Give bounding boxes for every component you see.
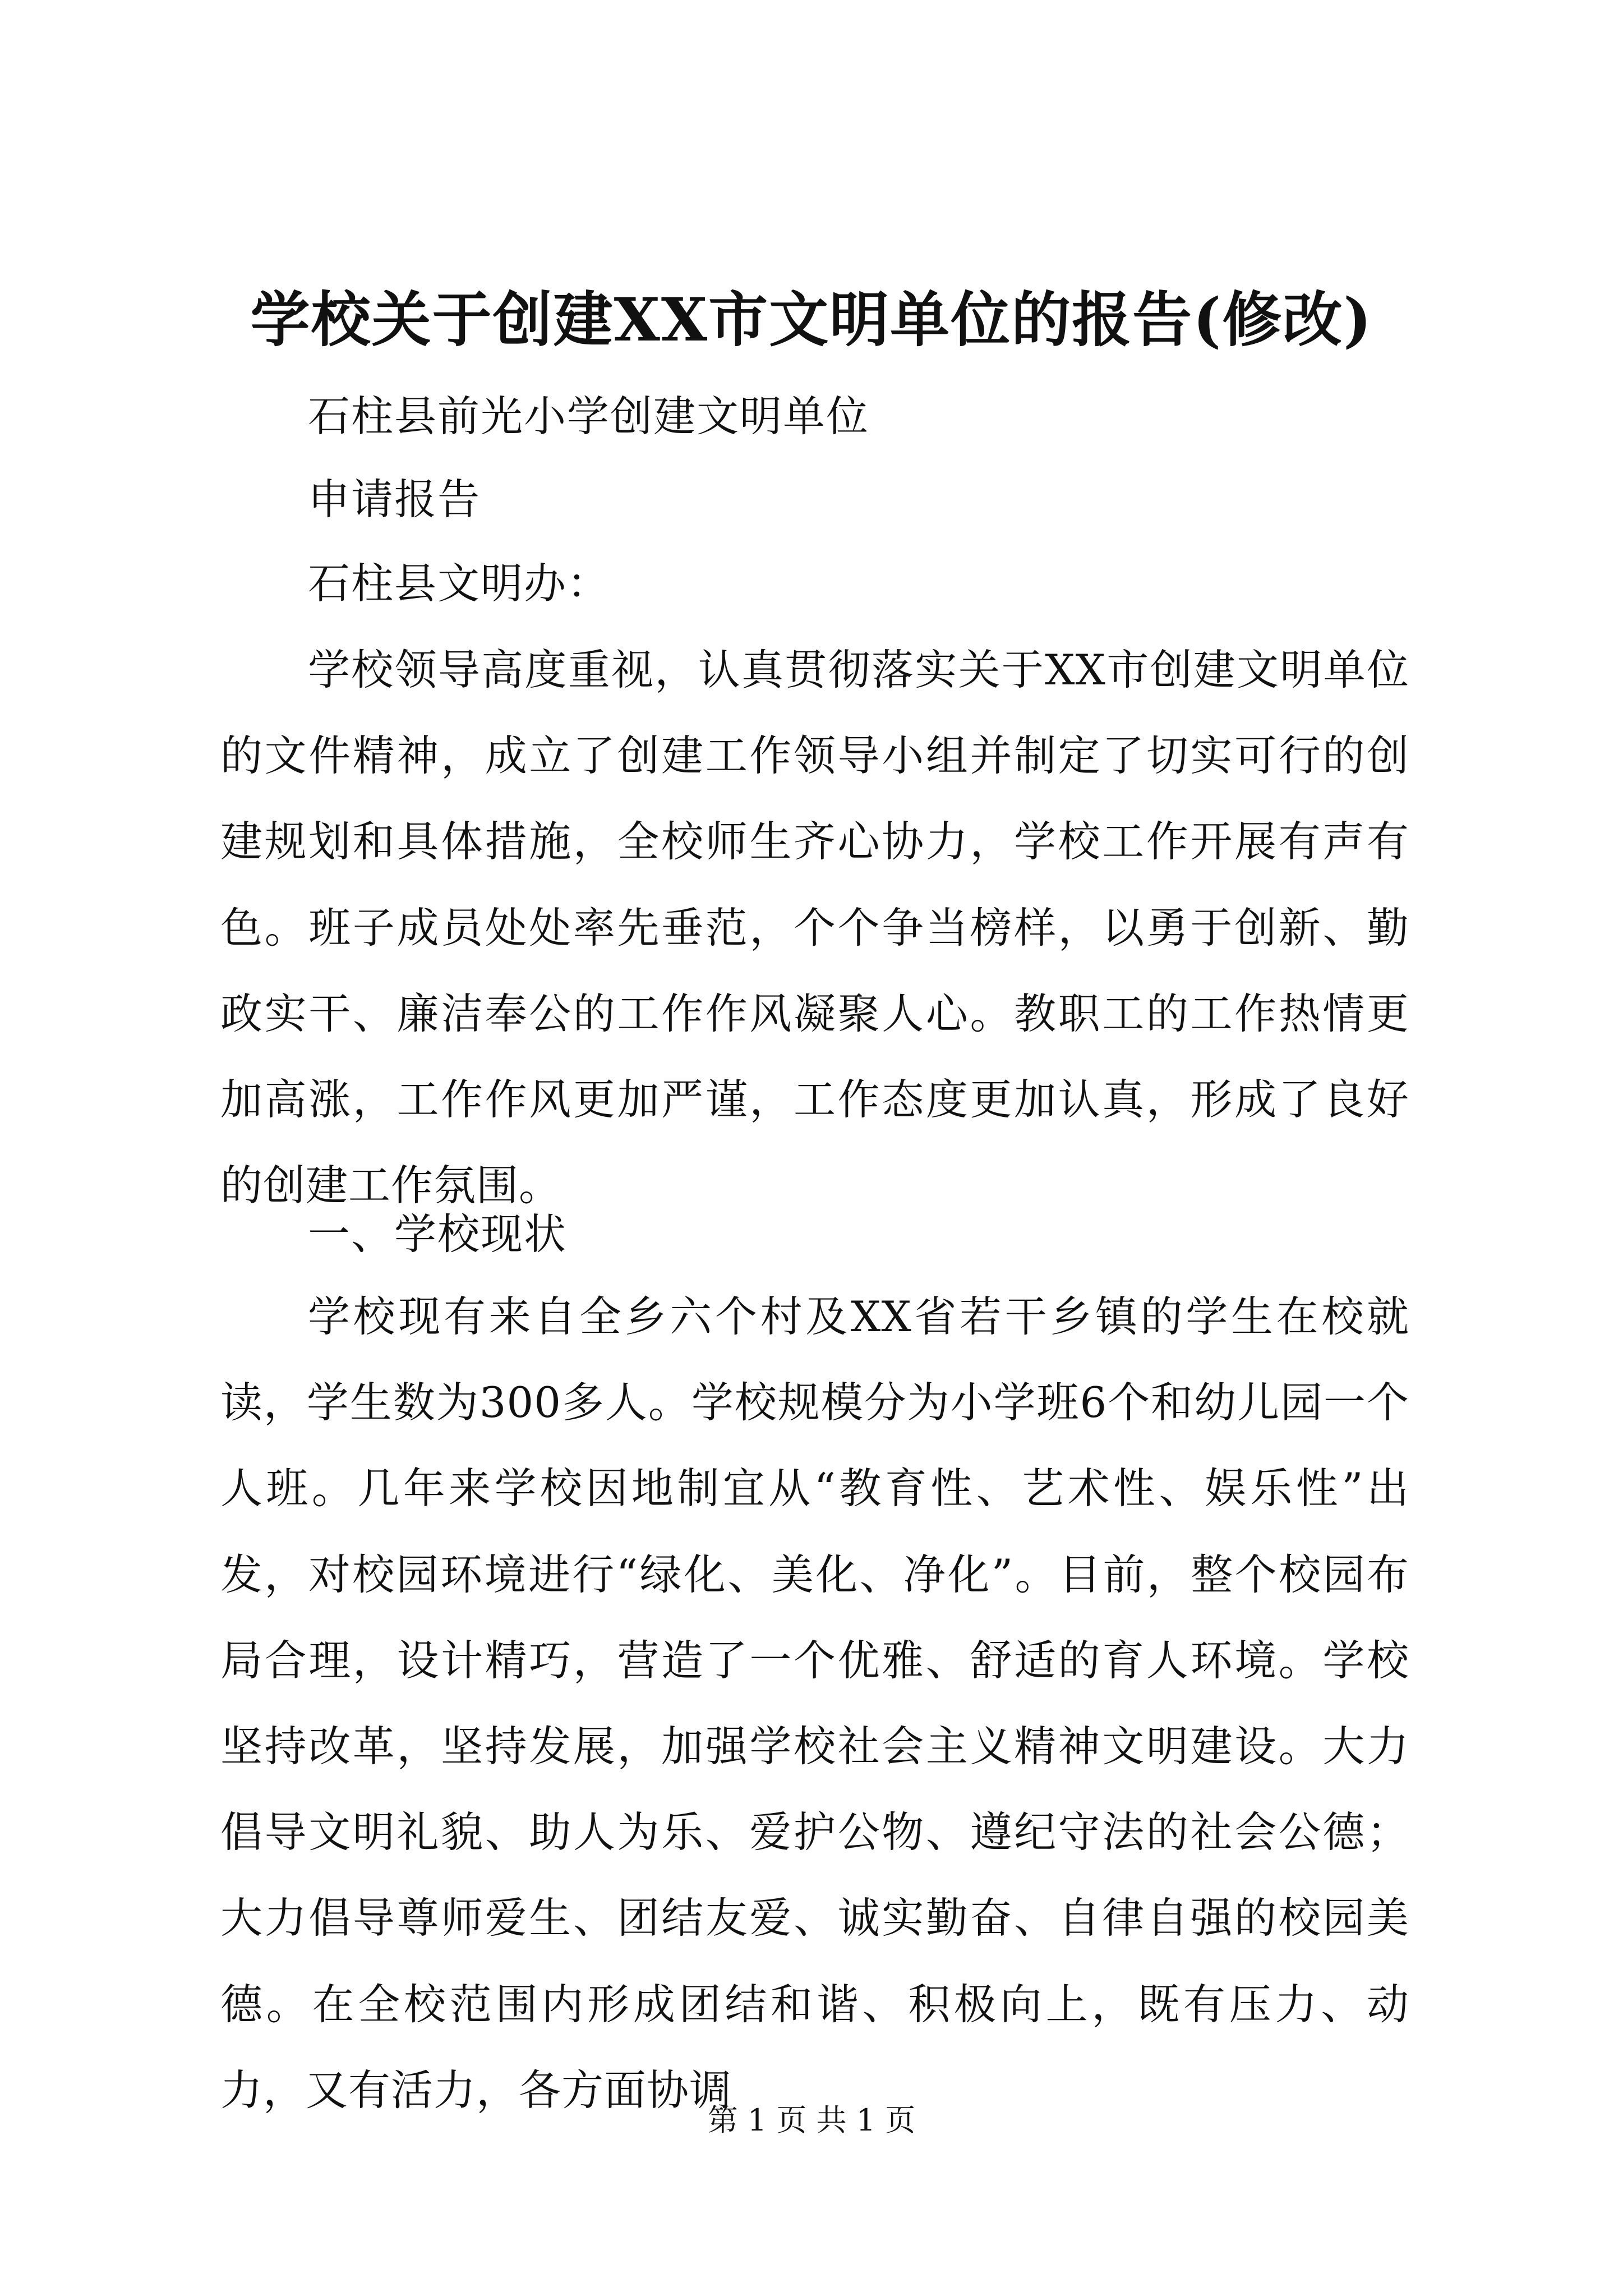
paragraph-2: 学校现有来自全乡六个村及XX省若干乡镇的学生在校就读，学生数为300多人。学校规模分为小学班6个和幼儿园一个人班。几年来学校因地制宜从“教育性、艺术性、娱乐性”出发，对校园环境进行“绿化、美化、净化”。目前，整个校园布局合理，设计精巧，营造了一个优雅、舒适的育人环境。学校坚持改革，坚持发展，加强学校社会主义精神文明建设。大力倡导文明礼貌、助人为乐、爱护公物、遵纪守法的社会公德；大力倡导尊师爱生、团结友爱、诚实勤奋、自律自强的校园美德。在全校范围内形成团结和谐、积极向上，既有压力、动力，又有活力，各方面协调 — [220, 1292, 1409, 2115]
page-footer: 第 1 页 共 1 页 — [707, 2102, 916, 2138]
subtitle-line-2: 申请报告 — [308, 475, 481, 524]
section-heading-1: 一、学校现状 — [308, 1209, 568, 1259]
document-title: 学校关于创建XX市文明单位的报告(修改) — [250, 284, 1373, 355]
salutation: 石柱县文明办： — [308, 559, 611, 608]
subtitle-line-1: 石柱县前光小学创建文明单位 — [308, 392, 870, 441]
paragraph-1: 学校领导高度重视，认真贯彻落实关于XX市创建文明单位的文件精神，成立了创建工作领导小组并制定了切实可行的创建规划和具体措施，全校师生齐心协力，学校工作开展有声有色。班子成员处处率先垂范，个个争当榜样，以勇于创新、勤政实干、廉洁奉公的工作作风凝聚人心。教职工的工作热情更加高涨，工作作风更加严谨，工作态度更加认真，形成了良好的创建工作氛围。 — [220, 645, 1409, 1211]
